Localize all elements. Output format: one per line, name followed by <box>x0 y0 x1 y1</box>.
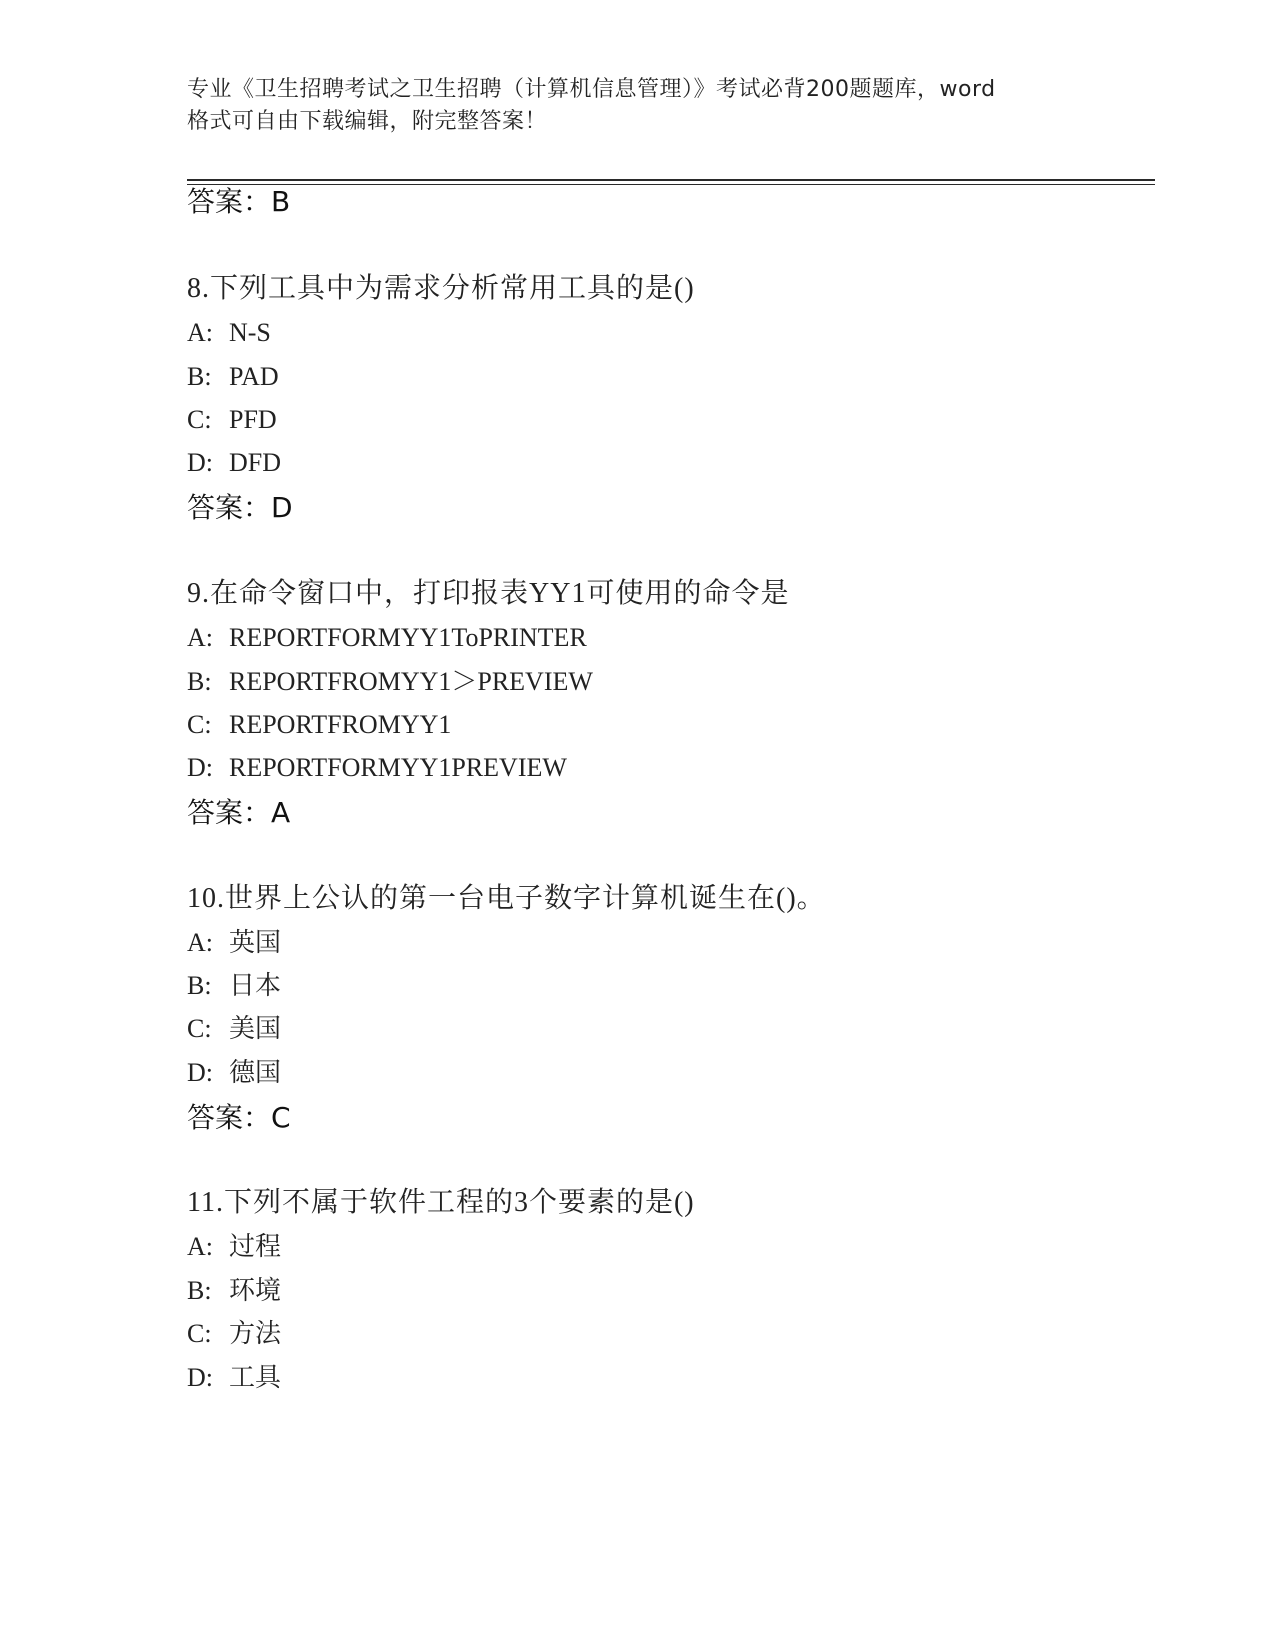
question-10-option-c <box>187 1012 281 1046</box>
question-9-option-b <box>187 665 593 699</box>
option-text: REPORTFORMYY1PREVIEW <box>229 753 567 782</box>
option-letter: A: <box>187 623 213 652</box>
header-line-2: 格式可自由下载编辑，附完整答案！ <box>187 109 548 134</box>
option-letter: D: <box>187 448 213 477</box>
question-8: 8.下列工具中为需求分析常用工具的是() <box>187 273 695 304</box>
question-10-answer: 答案：C <box>187 1101 291 1134</box>
option-letter: C: <box>187 710 212 739</box>
question-11-option-d <box>187 1361 281 1395</box>
question-10-option-b <box>187 969 281 1003</box>
question-8-option-a <box>187 316 271 350</box>
option-letter: B: <box>187 667 212 696</box>
header-divider-thick <box>187 179 1155 181</box>
header-divider-thin <box>187 184 1155 185</box>
option-text: N-S <box>229 318 271 347</box>
option-letter: A: <box>187 318 213 347</box>
option-text: REPORTFROMYY1＞PREVIEW <box>229 667 593 696</box>
option-letter: B: <box>187 971 212 1000</box>
option-text: PFD <box>229 405 277 434</box>
option-letter: D: <box>187 1058 213 1087</box>
option-text: 美国 <box>229 1014 282 1043</box>
option-text: 过程 <box>229 1232 282 1261</box>
question-11-option-a <box>187 1230 281 1264</box>
option-letter: B: <box>187 1276 212 1305</box>
option-letter: C: <box>187 405 212 434</box>
header-line-1: 专业《卫生招聘考试之卫生招聘（计算机信息管理）》考试必背200题题库，word <box>187 77 996 102</box>
option-letter: C: <box>187 1014 212 1043</box>
option-text: DFD <box>229 448 282 477</box>
option-text: 工具 <box>229 1363 282 1392</box>
option-letter: A: <box>187 1232 213 1261</box>
question-9-option-a <box>187 621 587 655</box>
question-8-answer: 答案：D <box>187 491 293 524</box>
option-text: 德国 <box>229 1058 282 1087</box>
question-8-option-b <box>187 360 279 394</box>
option-letter: C: <box>187 1319 212 1348</box>
option-text: REPORTFORMYY1ToPRINTER <box>229 623 587 652</box>
option-letter: B: <box>187 362 212 391</box>
answer-previous: 答案：B <box>187 185 291 218</box>
option-text: REPORTFROMYY1 <box>229 710 452 739</box>
question-10-option-d <box>187 1056 281 1090</box>
question-10: 10.世界上公认的第一台电子数字计算机诞生在()。 <box>187 883 826 914</box>
question-9: 9.在命令窗口中，打印报表YY1可使用的命令是 <box>187 578 790 609</box>
question-9-option-c <box>187 708 451 742</box>
question-8-option-d <box>187 446 281 480</box>
question-9-option-d <box>187 751 567 785</box>
document-header <box>187 74 1097 138</box>
option-text: 英国 <box>229 928 282 957</box>
question-11-option-b <box>187 1274 281 1308</box>
option-text: 日本 <box>229 971 282 1000</box>
question-11: 11.下列不属于软件工程的3个要素的是() <box>187 1187 695 1218</box>
question-8-option-c <box>187 403 277 437</box>
option-text: 方法 <box>229 1319 282 1348</box>
question-11-option-c <box>187 1317 281 1351</box>
option-letter: D: <box>187 753 213 782</box>
option-text: 环境 <box>229 1276 282 1305</box>
option-letter: D: <box>187 1363 213 1392</box>
option-letter: A: <box>187 928 213 957</box>
question-9-answer: 答案：A <box>187 796 291 829</box>
question-10-option-a <box>187 926 281 960</box>
option-text: PAD <box>229 362 279 391</box>
